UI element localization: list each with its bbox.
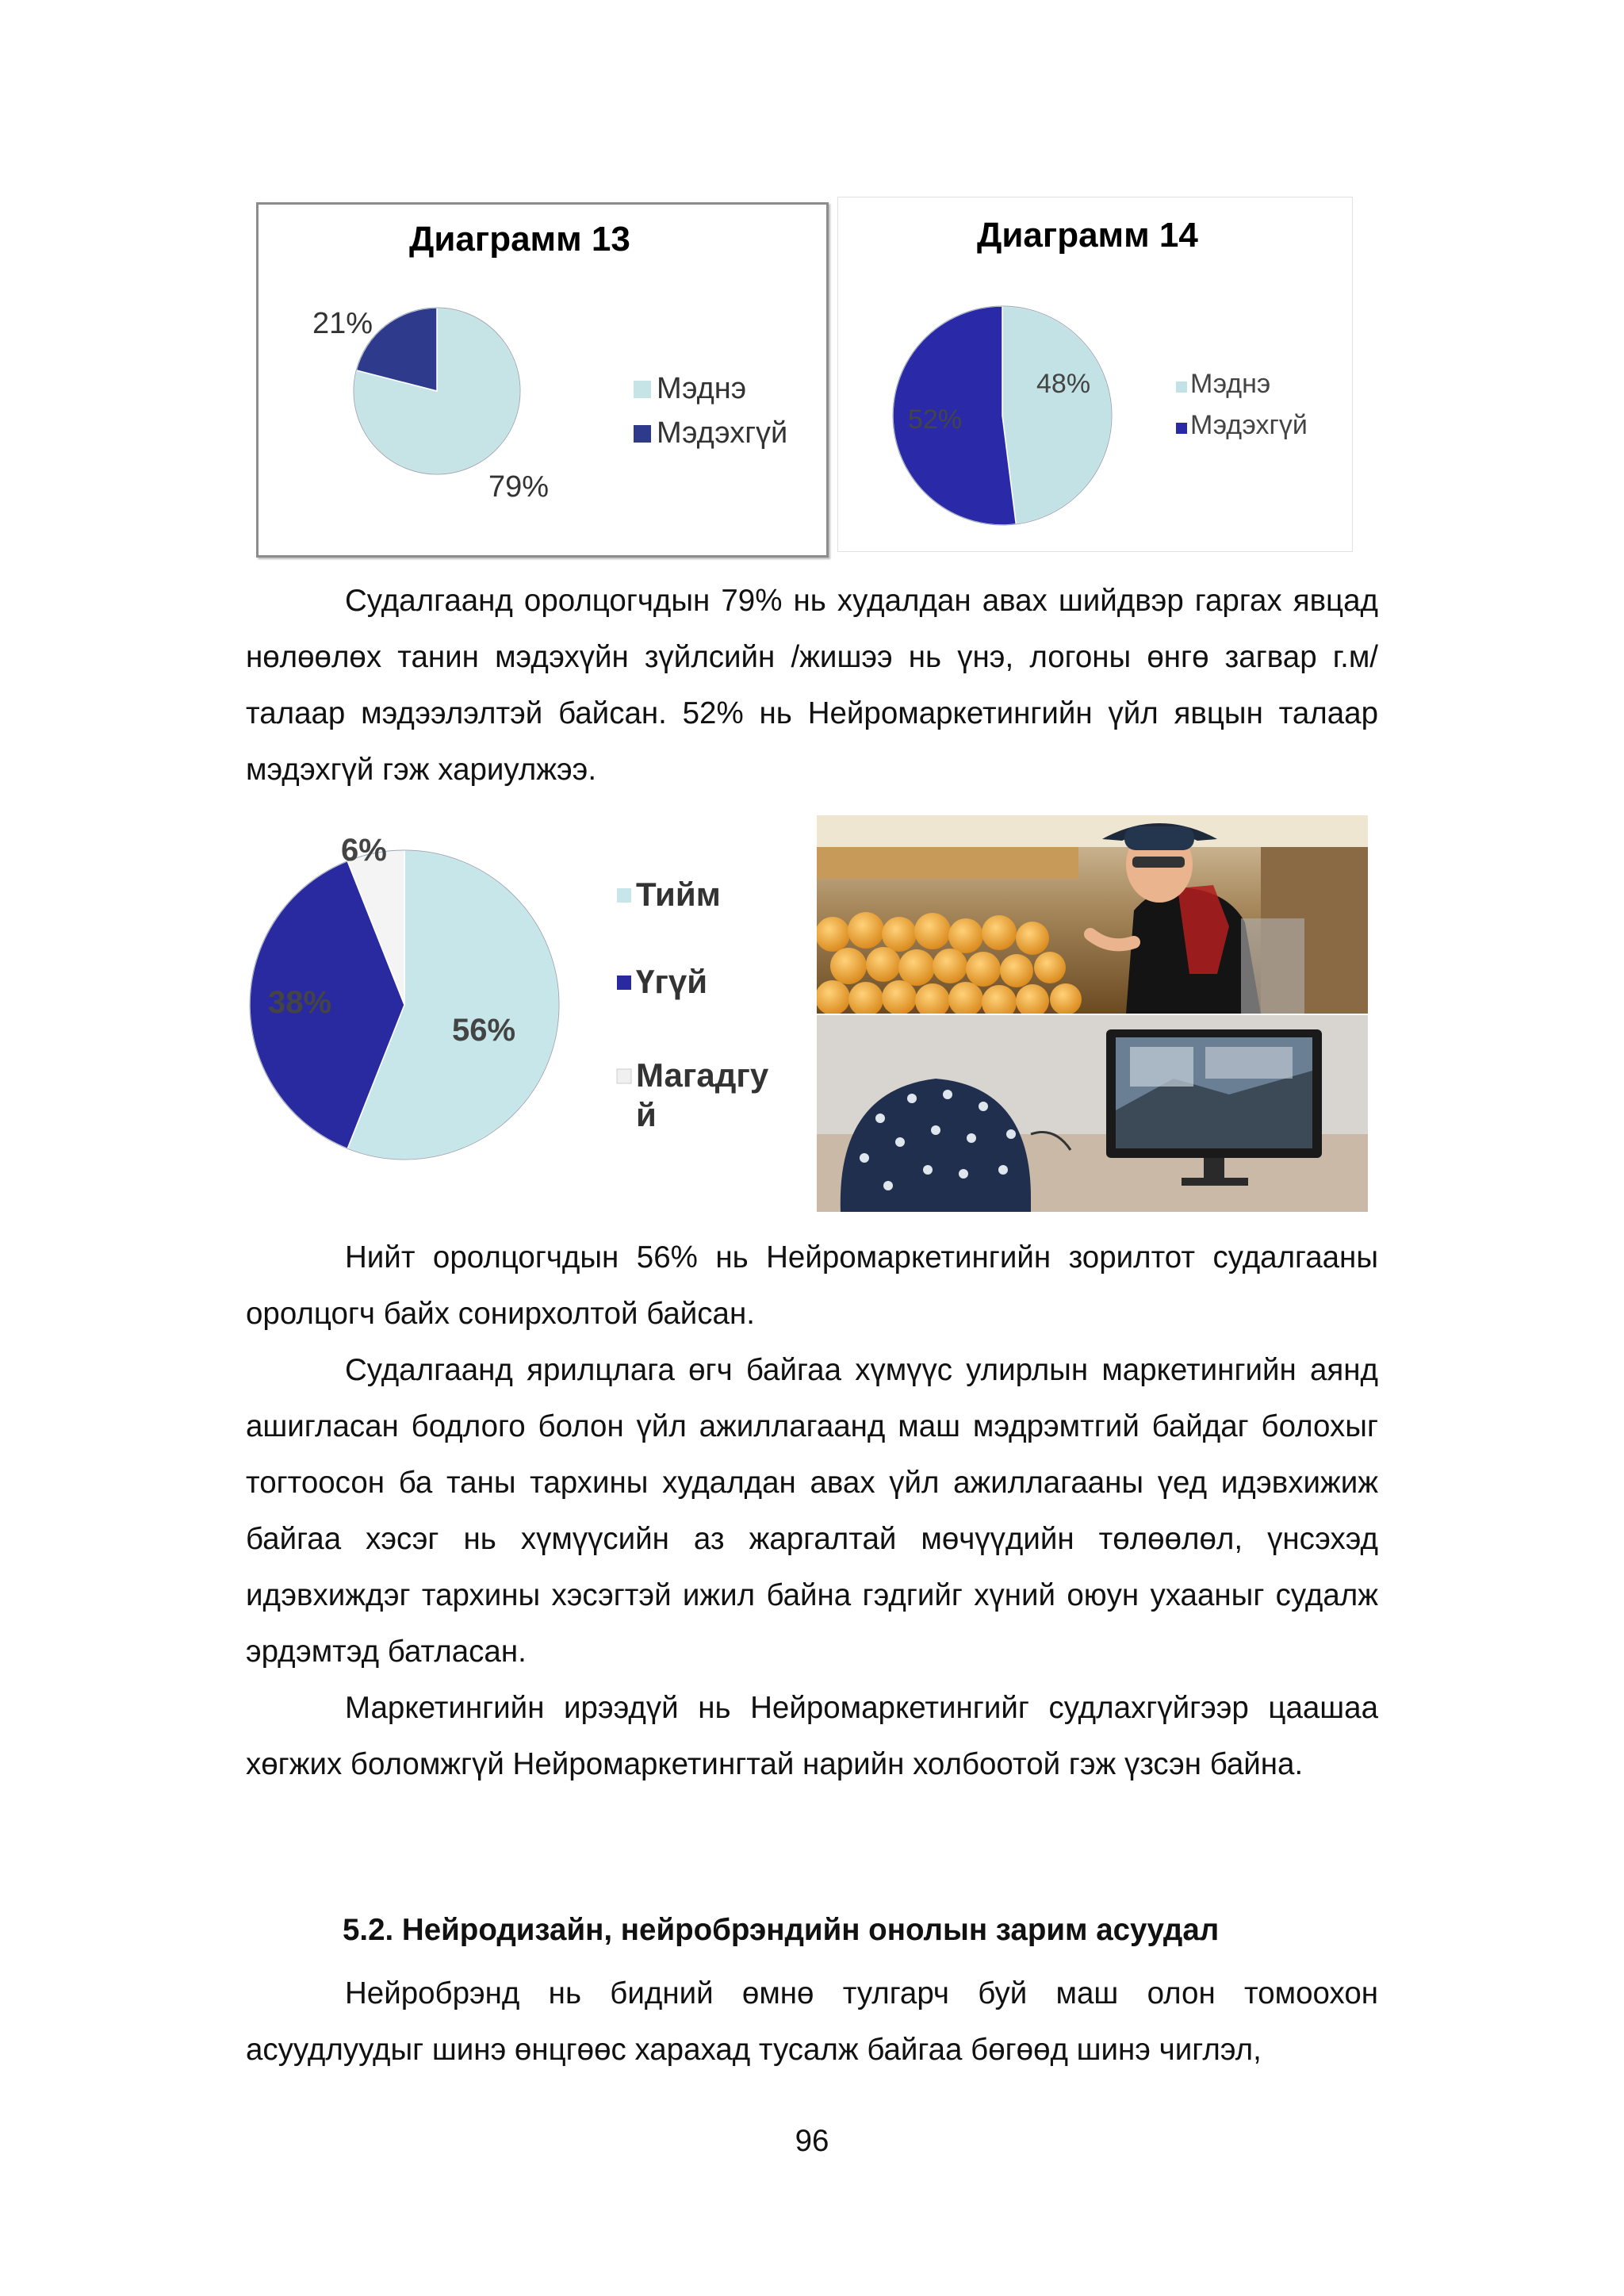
- chart-15-label-tiim: 56%: [452, 1013, 516, 1048]
- legend-swatch-medne: [1176, 381, 1187, 393]
- chart-13-label-medne: 79%: [488, 470, 550, 504]
- chart-14-label-medne: 48%: [1036, 369, 1091, 399]
- paragraph-4: [246, 1680, 1378, 1792]
- section-heading: 5.2. Нейродизайн, нейробрэндийн онолын зарим асуудал: [343, 1913, 1220, 1947]
- eeg-cap-monitor-photo: [817, 1015, 1368, 1212]
- paragraph-5: [246, 1965, 1378, 2078]
- legend-label-mednekhgui: Мэдэхгүй: [657, 416, 788, 450]
- legend-label-magadgui: Магадгу: [636, 1056, 769, 1094]
- legend-label-ugui: Үгүй: [636, 963, 708, 1000]
- paragraph-2: [246, 1229, 1378, 1342]
- eeg-photo-illustration: [817, 1015, 1368, 1212]
- legend-swatch-medne: [634, 381, 651, 398]
- legend-label-magadgui-wrap: й: [636, 1096, 657, 1133]
- paragraph-1: [246, 573, 1378, 798]
- pie-chart-14-svg: [838, 197, 1354, 553]
- pie-chart-13: [256, 202, 829, 558]
- chart-13-label-mednekhgui: 21%: [312, 307, 373, 340]
- chart-14-title: Диаграмм 14: [977, 216, 1198, 255]
- legend-swatch-tiim: [617, 888, 631, 903]
- chart-15-label-magadgui: 6%: [341, 833, 387, 868]
- paragraph-2-text: Нийт оролцогчдын 56% нь Нейромаркетингийн зорилтот судалгааны оролцогч байх сонирхолтой байсан.: [246, 1240, 1378, 1331]
- legend-label-medne: Мэднэ: [657, 372, 747, 405]
- chart-14-label-mednekhgui: 52%: [908, 404, 963, 435]
- legend-swatch-mednekhgui: [1176, 423, 1187, 434]
- shopper-photo-illustration: [817, 815, 1368, 1014]
- chart-13-title: Диаграмм 13: [409, 220, 630, 259]
- chart-15-label-ugui: 38%: [268, 985, 332, 1020]
- legend-label-medne: Мэднэ: [1190, 369, 1271, 399]
- legend-label-mednekhgui: Мэдэхгүй: [1190, 410, 1308, 440]
- shopper-eye-tracking-photo: [817, 815, 1368, 1014]
- legend-swatch-mednekhgui: [634, 425, 651, 443]
- legend-swatch-magadgui: [617, 1069, 631, 1083]
- pie-chart-13-svg: [259, 205, 831, 560]
- pie-chart-14: [837, 197, 1353, 552]
- chart-14-slice-0: [1002, 306, 1112, 524]
- paragraph-3-text: Судалгаанд ярилцлага өгч байгаа хүмүүс улирлын маркетингийн аянд ашигласан бодлого болон үйл ажиллагаанд маш мэдрэмтгий байдаг болохыг тогтоосон ба таны тархины худалдан авах үйл ажиллагааны үед идэвхижиж байгаа хэсэг нь хүмүүсийн аз жаргалтай мөчүүдийн төлөөлөл, үнсэхэд идэвхиждэг тархины хэсэгтэй ижил байна гэдгийг хүний оюун ухааныг судалж эрдэмтэд батласан.: [246, 1353, 1378, 1669]
- paragraph-5-text: Нейробрэнд нь бидний өмнө тулгарч буй маш олон томоохон асуудлуудыг шинэ өнцгөөс харахад тусалж байгаа бөгөөд шинэ чиглэл,: [246, 1976, 1378, 2067]
- pie-chart-participation: [252, 817, 799, 1166]
- page-number: 96: [795, 2124, 829, 2158]
- paragraph-1-text: Судалгаанд оролцогчдын 79% нь худалдан авах шийдвэр гаргах явцад нөлөөлөх танин мэдэхүйн зүйлсийн /жишээ нь үнэ, логоны өнгө загвар г.м/ талаар мэдээлэлтэй байсан. 52% нь Нейромаркетингийн үйл явцын талаар мэдэхгүй гэж хариулжээ.: [246, 584, 1378, 787]
- paragraph-4-text: Маркетингийн ирээдүй нь Нейромаркетингийг судлахгүйгээр цаашаа хөгжих боломжгүй Нейромаркетингтай нарийн холбоотой гэж үзсэн байна.: [246, 1691, 1378, 1781]
- pie-chart-participation-svg: [252, 817, 799, 1166]
- legend-label-tiim: Тийм: [636, 876, 721, 913]
- legend-swatch-ugui: [617, 976, 631, 990]
- paragraph-3: [246, 1342, 1378, 1680]
